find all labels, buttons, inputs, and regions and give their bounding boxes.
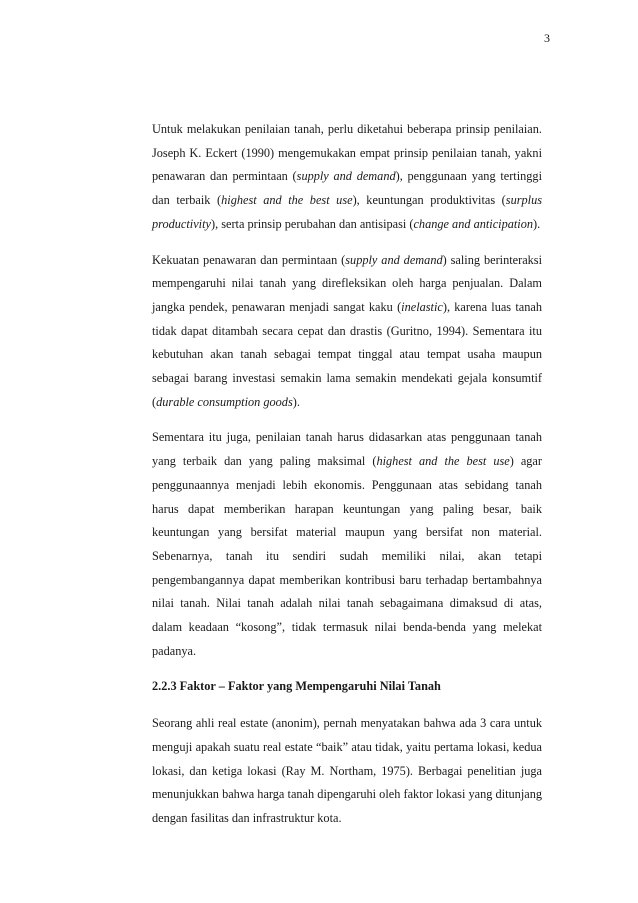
text-run: ) agar penggunaannya menjadi lebih ekonomis. Penggunaan atas sebidang tanah harus dapat memberikan harapan keuntungan yang paling besar, baik keuntungan yang bersifat material maupun yang bersifat non material. Sebenarnya, tanah itu sendiri sudah memiliki nilai, akan tetapi pengembangannya dapat memberikan kontribusi baru terhadap bertambahnya nilai tanah. Nilai tanah adalah nilai tanah sebagaimana dimaksud di atas, dalam keadaan “kosong”, tidak termasuk nilai benda-benda yang melekat padanya.	[152, 454, 542, 658]
italic-term: supply and demand	[296, 169, 396, 184]
italic-term: change and anticipation	[413, 216, 534, 231]
paragraph-valuation-principles	[152, 118, 542, 237]
italic-term: inelastic	[401, 299, 443, 314]
document-body	[152, 118, 542, 843]
text-run: ).	[292, 394, 300, 409]
text-run: ).	[533, 216, 541, 231]
text-run: ), keuntungan produktivitas (	[352, 193, 506, 208]
text-run: ), serta prinsip perubahan dan antisipasi (	[210, 216, 414, 231]
text-run: ), penggunaan yang tertinggi dan terbaik (	[152, 169, 543, 208]
italic-term: durable consumption goods	[156, 394, 293, 409]
text-run: ), karena luas tanah tidak dapat ditambah secara cepat dan drastis (Guritno, 1994). Sementara itu kebutuhan akan tanah sebagai tempat tinggal atau tempat usaha maupun sebagai barang investasi semakin lama semakin mendekati gejala konsumtif (	[152, 299, 542, 409]
paragraph-highest-best-use	[152, 426, 542, 663]
italic-term: surplus productivity	[152, 193, 542, 231]
italic-term: highest and the best use	[221, 193, 353, 208]
text-run: Sementara itu juga, penilaian tanah harus didasarkan atas penggunaan tanah yang terbaik dan yang paling maksimal (	[152, 430, 542, 469]
paragraph-supply-demand	[152, 249, 542, 415]
section-heading: 2.2.3 Faktor – Faktor yang Mempengaruhi Nilai Tanah	[152, 679, 441, 694]
italic-term: supply and demand	[345, 252, 443, 267]
paragraph-location-factor	[152, 712, 542, 831]
text-run: ) saling berinteraksi mempengaruhi nilai tanah yang direfleksikan oleh harga penjualan. Dalam jangka pendek, penawaran menjadi sangat kaku (	[152, 252, 543, 314]
text-run: Untuk melakukan penilaian tanah, perlu diketahui beberapa prinsip penilaian. Joseph K. Eckert (1990) mengemukakan empat prinsip penilaian tanah, yakni penawaran dan permintaan (	[152, 122, 542, 184]
text-run: Kekuatan penawaran dan permintaan (	[152, 252, 346, 267]
italic-term: highest and the best use	[376, 454, 510, 469]
text-run: Seorang ahli real estate (anonim), pernah menyatakan bahwa ada 3 cara untuk menguji apakah suatu real estate “baik” atau tidak, yaitu pertama lokasi, kedua lokasi, dan ketiga lokasi (Ray M. Northam, 1975). Berbagai penelitian juga menunjukkan bahwa harga tanah dipengaruhi oleh faktor lokasi yang ditunjang dengan fasilitas dan infrastruktur kota.	[152, 716, 542, 825]
page-number: 3	[544, 31, 550, 45]
